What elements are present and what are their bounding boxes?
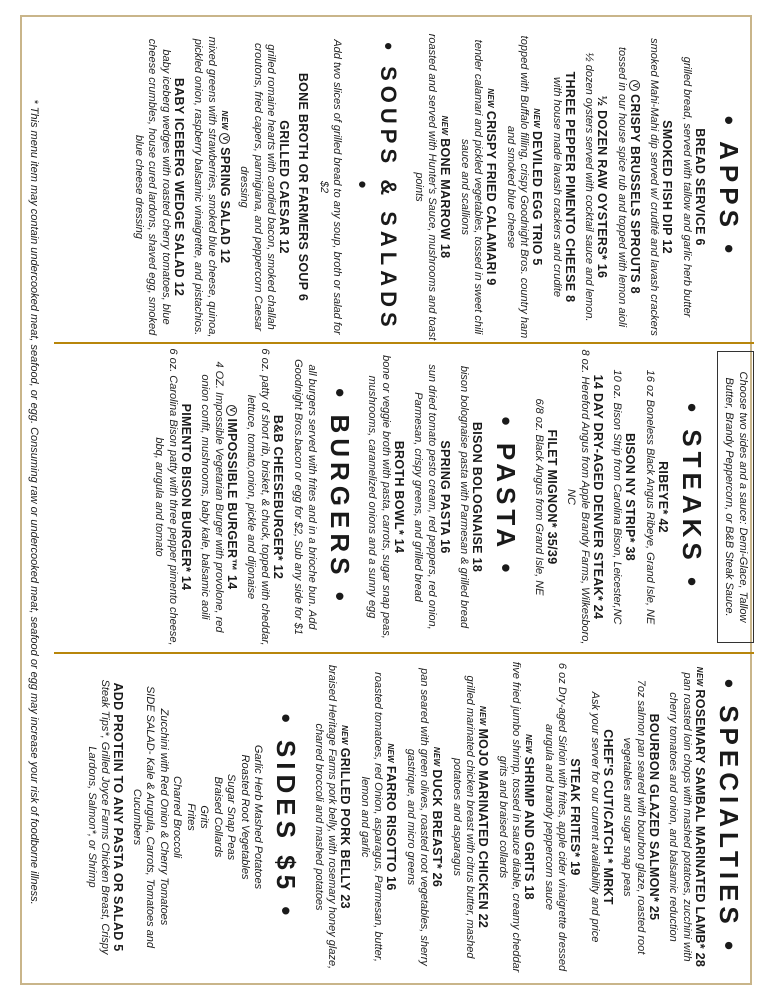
menu-item-desc: 10 oz. Bison Strip from Carolina Bison, Leicester,NC	[611, 369, 624, 625]
menu-item-desc: five fried jumbo shrimp, tossed in sauce diable, creamy cheddar grits and braised collards	[497, 661, 523, 973]
menu-item	[647, 32, 675, 342]
menu-item-name: BISON BOLOGNAISE 18	[470, 421, 485, 573]
pasta-list	[365, 347, 485, 647]
menu-item-desc: ½ dozen oysters served with cocktail sauce and lemon.	[583, 52, 596, 322]
steaks-title: • STEAKS •	[677, 402, 707, 592]
menu-item-desc: 6/8 oz. Black Angus from Grand Isle, NE	[533, 398, 545, 596]
menu-item-desc: mixed greens with strawberries, smoked blue cheese, quinoa, pickled onion, raspberry balsamic vinaigrette, and pistachios.	[192, 36, 218, 338]
apps-list	[412, 32, 708, 342]
menu-item	[496, 657, 537, 977]
soups-intro: Add two slices of grilled bread to any soup, broth or salad for $2	[318, 39, 344, 335]
menu-item-desc: pan roasted loin chops with mashed potatoes, zucchini with cherry tomatoes and onion, and balsamic reduction	[667, 672, 693, 962]
menu-item-desc: bison bolognaise pasta with Parmesan & grilled bread	[458, 365, 471, 629]
menu-item-name: BREAD SERVICE 6	[693, 128, 707, 246]
specialties-title: • SPECIALTIES •	[714, 678, 744, 956]
menu-item	[152, 347, 193, 647]
menu-item-desc: 6 oz. Carolina Bison patty with three pepper pimento cheese, bbq, arugula and tomato	[153, 348, 179, 646]
vegetarian-icon: V	[629, 80, 640, 91]
column-steaks-pasta-burgers	[147, 347, 754, 647]
new-badge: NEW	[694, 666, 704, 687]
menu-item-desc: 6 oz. patty of short rib, brisket, & chuck, topped with cheddar, lettuce, tomato,onion, pickle and dijonaise	[245, 348, 271, 646]
menu-item-name: BISON NY STRIP* 38	[623, 432, 638, 562]
menu-item-desc: grilled bread, served with tallow and garlic herb butter	[681, 56, 693, 318]
menu-item-name: ½ DOZEN RAW OYSTERS* 16	[595, 95, 610, 279]
menu-item-name: GRILLED CAESAR 12	[277, 120, 292, 254]
menu-item-name: NEWVSPRING SALAD 12	[218, 110, 232, 264]
menu-item	[412, 32, 453, 342]
menu-item	[198, 347, 239, 647]
menu-item-name: NEWGRILLED PORK BELLY 23	[338, 725, 353, 909]
soups-list	[132, 32, 311, 342]
side-item: Zucchini with Red Onion & Cherry Tomatoes	[158, 708, 170, 926]
menu-item	[358, 657, 399, 977]
menu-item	[132, 32, 187, 342]
column-divider-1	[54, 342, 754, 344]
add-protein	[85, 657, 126, 977]
new-badge: NEW	[532, 108, 542, 128]
menu-item-name: PIMENTO BISON BURGER* 14	[179, 403, 193, 591]
menu-item-name: BABY ICEBERG WEDGE SALAD 12	[172, 77, 186, 297]
menu-item-desc: Ask your server for our current availability and price	[589, 691, 601, 943]
menu-item	[680, 32, 708, 342]
sides-title: • SIDES $5 •	[271, 713, 302, 921]
menu-item-desc: 8 oz. Hereford Angus from Apple Brandy Farms, Wilkesboro, NC	[565, 349, 591, 645]
menu-item-name: NEWFARRO RISOTTO 16	[384, 743, 399, 891]
side-item: Garlic Herb Mashed Potatoes	[252, 744, 265, 890]
menu-item-desc: with house made lavash crackers and crudite	[551, 76, 563, 298]
footnote: * This menu item may contain undercooked meat, seafood, or egg. Consuming raw or undercooked meat, seafood or egg may increase your risk of foodborne illness.	[28, 99, 40, 905]
menu-item-desc: tender calamari and pickled vegetables, tossed in sweet chili sauce and scallions	[459, 39, 485, 335]
new-badge: NEW	[219, 110, 229, 131]
side-item: Roasted Root Vegetables	[239, 754, 251, 880]
menu-item	[615, 32, 643, 342]
menu-item-name: VCRISPY BRUSSELS SPROUTS 8	[628, 32, 642, 342]
side-item: Sugar Snap Peas	[225, 773, 238, 861]
menu-item	[244, 347, 285, 647]
column-apps-soups	[127, 32, 755, 342]
steaks-list	[532, 347, 671, 647]
menu-item-name: BROTH BOWL* 14	[392, 440, 406, 554]
menu-item	[404, 657, 445, 977]
menu-item-desc: roasted tomatoes, red Onion, asparagus, Parmesan, butter, lemon and garlic	[359, 672, 385, 962]
new-badge: NEW	[340, 725, 350, 745]
side-item: Braised Collards	[212, 776, 224, 858]
menu-item	[582, 32, 610, 342]
menu-item-desc: 4 OZ. Impossible Vegetarian Burger with provolone, red onion confit, mushrooms, baby kale, balsamic aoili	[199, 361, 225, 633]
menu-item-desc: braised Heritage Farms pork belly, with rosemary honey glaze, charred broccoli and mashed potatoes	[313, 664, 339, 970]
menu-item-name: NEWSHRIMP AND GRITS 18	[522, 734, 537, 900]
menu-item-desc: topped with Buffalo filling, crispy Goodnight Bros. country ham and smoked blue cheese	[505, 35, 531, 339]
add-protein-name: ADD PROTEIN TO ANY PASTA OR SALAD 5	[111, 682, 126, 952]
menu-item-name: NEWCRISPY FRIED CALAMARI 9	[484, 88, 499, 286]
menu-item-desc: tossed in our house spice rub and topped with lemon aioli	[616, 46, 628, 328]
menu-item	[564, 347, 605, 647]
menu-item-name: B&B CHEESEBURGER* 12	[271, 414, 285, 580]
menu-item-name: FILET MIGNON* 35/39	[545, 429, 559, 565]
pasta-title: • PASTA •	[491, 416, 522, 578]
sides-list	[130, 657, 265, 977]
side-item: Frites	[185, 803, 197, 831]
menu-item-name: NEWROSEMARY SAMBAL MARINATED LAMB* 28	[693, 666, 707, 968]
menu-item	[643, 347, 671, 647]
menu-item	[532, 347, 560, 647]
vegetarian-icon: V	[219, 133, 230, 144]
new-badge: NEW	[432, 746, 442, 767]
column-divider-2	[54, 652, 754, 654]
burgers-title: • BURGERS •	[325, 388, 355, 606]
menu-item	[610, 347, 638, 647]
specialties-list	[312, 657, 708, 977]
menu-item-desc: pan seared with green olives, roasted root vegetables, sherry gastrique, and micro greens	[405, 668, 431, 966]
menu-item-name: RIBEYE* 42	[656, 461, 670, 533]
burgers-list	[152, 347, 285, 647]
menu-item-desc: 6 oz Dry-aged Sirloin with frites, apple cider vinaigrette dressed arugula and brandy peppercorn sauce	[543, 662, 569, 972]
menu-item-name: CHEF'S CUT/CATCH * MRKT	[601, 729, 615, 905]
menu-item	[312, 657, 353, 977]
menu-item	[237, 32, 292, 342]
steaks-intro-box: Choose two sides and a sauce: Demi-Glace, Tallow Butter, Brandy Peppercorn, or B&B Steak Sauce.	[717, 351, 754, 643]
menu-item-name: SMOKED FISH DIP 12	[660, 120, 675, 254]
menu-item-desc: baby iceberg wedges with roasted cherry tomatoes, blue cheese crumbles, house cured lardons, shaved egg, smoked blue cheese dressing	[133, 38, 172, 336]
add-protein-desc: Steak Tips*, Grilled Joyce Farms Chicken Breast, Crispy Lardons, Salmon*, or Shrimp	[86, 679, 112, 955]
menu-item-name: NEWDEVILED EGG TRIO 5	[530, 108, 545, 266]
menu-item-desc: 7oz salmon pan seared with bourbon glaze, roasted root vegetables and sugar snap peas	[621, 679, 647, 955]
menu-item-name: THREE PEPPER PIMENTO CHEESE 8	[563, 71, 577, 303]
burgers-intro: all burgers served with frites and in a brioche bun. Add Goodnight Bros.bacon or egg for $2, Sub any side for $1	[292, 359, 318, 635]
menu-item-name: STEAK FRITES* 19	[568, 758, 583, 876]
new-badge: NEW	[478, 705, 488, 726]
menu-item-name: NEWMOJO MARINATED CHICKEN 22	[476, 705, 491, 929]
menu-item-desc: smoked Mahi-Mahi dip served w/ crudité and lavash crackers	[648, 38, 661, 336]
new-badge: NEW	[486, 88, 496, 108]
new-badge: NEW	[440, 115, 450, 136]
menu-item	[504, 32, 545, 342]
soups-title: • SOUPS & SALADS •	[350, 42, 402, 332]
menu-item	[191, 32, 232, 342]
menu-item-name: NEWDUCK BREAST* 26	[430, 746, 445, 888]
side-item: Charred Broccoli	[171, 776, 184, 858]
new-badge: NEW	[386, 743, 396, 763]
menu-item-name: SPRING PASTA 16	[438, 440, 452, 554]
menu-item	[458, 32, 499, 342]
menu-item-desc: 16 oz Boneless Black Angus Ribeye, Grand Isle, NE	[644, 369, 656, 625]
apps-title: • APPS •	[714, 115, 744, 259]
menu-item	[450, 657, 491, 977]
vegetarian-icon: V	[226, 405, 237, 416]
menu-frame	[20, 15, 752, 985]
side-item: SIDE SALAD- Kale & Arugula, Carrots, Tomatoes and Cucumbers	[131, 685, 157, 949]
menu-item-desc: roasted and served with Hunter's Sauce, mushrooms and toast points	[413, 33, 439, 341]
column-specialties-sides	[80, 657, 755, 977]
menu-item	[457, 347, 485, 647]
menu-item	[620, 657, 661, 977]
menu-item	[365, 347, 406, 647]
menu-item-desc: grilled marinated chicken breast with citrus butter, mashed potatoes and asparagus	[451, 675, 477, 959]
menu-item-name: BOURBON GLAZED SALMON* 25	[647, 713, 661, 921]
menu-item-desc: grilled romaine hearts with candied bacon, smoked challah croutons, fried capers, parmigiana, and peppercorn Caesar dressing	[238, 43, 278, 331]
menu-item	[542, 657, 583, 977]
menu-item-name: 14 DAY DRY-AGED DENVER STEAK* 24	[591, 374, 605, 620]
menu-item	[297, 32, 311, 342]
menu-item-name: VIMPOSSIBLE BURGER™ 14	[225, 347, 239, 647]
menu-item	[411, 347, 452, 647]
menu-item	[666, 657, 707, 977]
new-badge: NEW	[524, 734, 534, 754]
menu-item-name: NEWBONE MARROW 18	[438, 115, 453, 259]
menu-item-name: BONE BROTH OR FARMERS SOUP 6	[296, 72, 311, 302]
menu-item	[550, 32, 578, 342]
menu-item	[588, 657, 616, 977]
side-item: Grits	[198, 805, 211, 829]
menu-page	[22, 17, 754, 987]
menu-item-desc: bone or veggie broth with pasta, carrots, sugar snap peas, mushrooms, caramelized onions and a sunny egg	[366, 355, 392, 639]
menu-item-desc: sun dried tomato pesto cream, red peppers, red onion, Parmesan, crispy greens, and grilled bread	[412, 364, 438, 630]
